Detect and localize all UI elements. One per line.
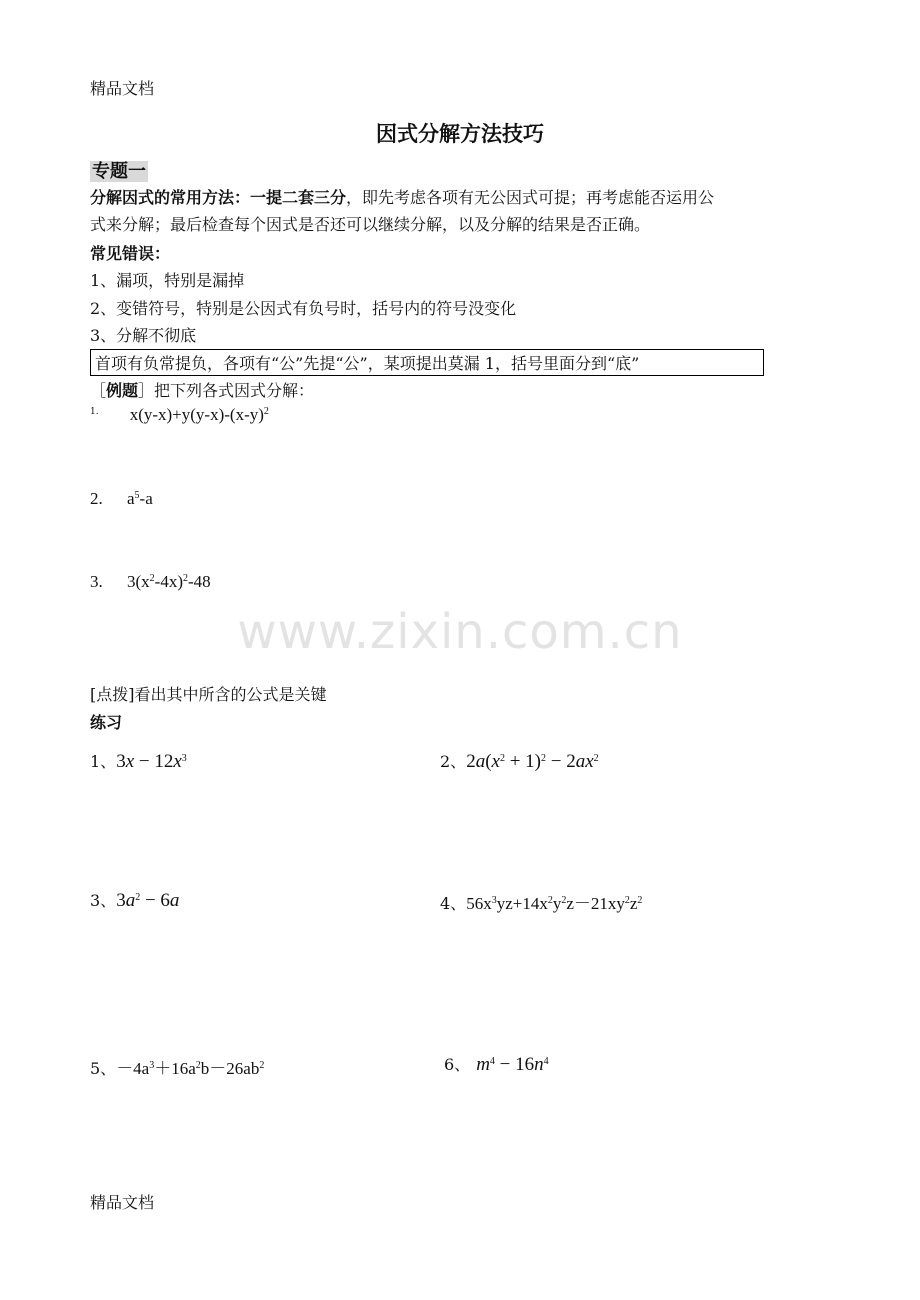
- example-intro: 把下列各式因式分解：: [154, 381, 315, 400]
- practice-2-exp1: 2: [499, 753, 505, 764]
- practice-3-number: 3、: [90, 891, 117, 910]
- method-bold: 分解因式的常用方法：一提二套三分: [90, 188, 347, 207]
- practice-1: [90, 749, 187, 773]
- practice-5-b: ＋16a: [154, 1059, 196, 1078]
- practice-4-a: 56x: [466, 894, 492, 913]
- practice-2-op: − 2: [546, 751, 576, 772]
- practice-5: [90, 1054, 264, 1079]
- practice-5-e1: 3: [149, 1060, 155, 1071]
- practice-4-d: z－21xy: [566, 894, 625, 913]
- example-3-c: -48: [188, 572, 211, 591]
- watermark: www.zixin.com.cn: [237, 604, 683, 660]
- practice-2-mid: + 1): [504, 751, 541, 772]
- practice-4-number: 4、: [440, 894, 467, 913]
- practice-5-e3: 2: [259, 1060, 265, 1071]
- example-2-b: -a: [139, 489, 153, 508]
- practice-6-var1: m: [476, 1054, 490, 1075]
- practice-1-op: − 12: [134, 751, 174, 772]
- mnemonic-box: 首项有负常提负，各项有“公”先提“公”，某项提出莫漏 1，括号里面分到“底”: [90, 349, 764, 376]
- practice-1-var2: x: [173, 751, 182, 772]
- practice-5-a: －4a: [116, 1059, 150, 1078]
- practice-5-number: 5、: [90, 1059, 117, 1078]
- section-heading: [90, 157, 148, 183]
- practice-5-e2: 2: [195, 1060, 201, 1071]
- practice-1-var1: x: [125, 751, 135, 772]
- practice-4-e1: 3: [491, 895, 497, 906]
- practice-4-e4: 2: [624, 895, 630, 906]
- example-3-number: 3.: [90, 572, 103, 591]
- practice-4-e2: 2: [547, 895, 553, 906]
- practice-2-expression: [466, 751, 598, 772]
- example-2-a: a: [127, 489, 135, 508]
- practice-2-exp3: 2: [593, 753, 599, 764]
- practice-3-var2: a: [169, 890, 180, 911]
- practice-3-exp: 2: [135, 892, 141, 903]
- practice-6-var2: n: [534, 1054, 544, 1075]
- example-2-exp: 5: [134, 490, 140, 501]
- practice-2: [440, 749, 599, 773]
- page-footer: 精品文档: [90, 1193, 155, 1212]
- method-line-2: 式来分解；最后检查每个因式是否还可以继续分解，以及分解的结果是否正确。: [90, 215, 651, 234]
- practice-1-coef: 3: [116, 751, 126, 772]
- example-3-exp1: 2: [149, 573, 155, 584]
- practice-6-op: − 16: [494, 1054, 535, 1075]
- example-3-expression: [127, 572, 211, 591]
- practice-heading: 练习: [90, 713, 123, 732]
- practice-2-coef: 2: [466, 751, 476, 772]
- practice-4: [440, 889, 642, 914]
- practice-1-number: 1、: [90, 752, 117, 771]
- example-3-exp2: 2: [183, 573, 188, 584]
- hint-line: [点拨]看出其中所含的公式是关键: [90, 685, 327, 704]
- practice-4-c: y: [552, 894, 562, 913]
- example-3-a: 3(x: [127, 572, 150, 591]
- practice-6-expression: [476, 1054, 548, 1075]
- error-item-1: 1、漏项，特别是漏掉: [90, 271, 245, 290]
- example-1: [90, 405, 269, 425]
- method-text-1: ，即先考虑各项有无公因式可提；再考虑能否运用公: [346, 188, 715, 207]
- example-3: [90, 572, 211, 592]
- example-bracket-close: ］: [138, 381, 155, 400]
- practice-2-paren: (: [485, 751, 492, 772]
- practice-2-var2: x: [491, 751, 500, 772]
- practice-6-exp2: 4: [543, 1056, 549, 1067]
- practice-4-b: yz+14x: [496, 894, 548, 913]
- practice-6-number: 6、: [444, 1055, 471, 1074]
- page-header: 精品文档: [90, 79, 155, 98]
- practice-1-exp: 3: [181, 753, 187, 764]
- example-2: [90, 489, 153, 509]
- practice-2-exp2: 2: [541, 753, 546, 764]
- example-intro-line: [90, 378, 314, 401]
- practice-2-number: 2、: [440, 752, 467, 771]
- practice-2-var3: ax: [575, 751, 594, 772]
- example-1-exp: 2: [263, 406, 269, 417]
- example-3-b: -4x): [154, 572, 183, 591]
- example-1-number: 1.: [90, 407, 99, 417]
- practice-1-expression: [116, 751, 187, 772]
- errors-heading: 常见错误：: [90, 244, 171, 263]
- error-item-2: 2、变错符号，特别是公因式有负号时，括号内的符号没变化: [90, 299, 517, 318]
- practice-5-expression: [116, 1059, 264, 1078]
- page-title: 因式分解方法技巧: [376, 122, 544, 146]
- practice-3-var1: a: [125, 890, 136, 911]
- practice-4-e5: 2: [637, 895, 643, 906]
- practice-3-op: − 6: [140, 890, 170, 911]
- practice-6-exp1: 4: [489, 1056, 495, 1067]
- practice-3: [90, 888, 179, 912]
- practice-3-coef: 3: [116, 890, 126, 911]
- error-item-3: 3、分解不彻底: [90, 326, 197, 345]
- practice-4-e3: 2: [561, 895, 567, 906]
- example-2-expression: [127, 489, 153, 508]
- practice-2-var1: a: [475, 751, 486, 772]
- practice-6: [444, 1052, 549, 1076]
- example-bracket-open: ［: [90, 381, 107, 400]
- practice-4-e: z: [629, 894, 638, 913]
- method-line-1: [90, 185, 714, 208]
- example-1-expression: [130, 405, 269, 424]
- example-2-number: 2.: [90, 489, 103, 508]
- section-heading-text: 专题一: [92, 161, 146, 182]
- practice-5-c: b－26ab: [200, 1059, 260, 1078]
- example-label: 例题: [106, 381, 139, 400]
- practice-4-expression: [466, 894, 642, 913]
- example-1-base: x(y-x)+y(y-x)-(x-y): [129, 405, 264, 424]
- practice-3-expression: [116, 890, 179, 911]
